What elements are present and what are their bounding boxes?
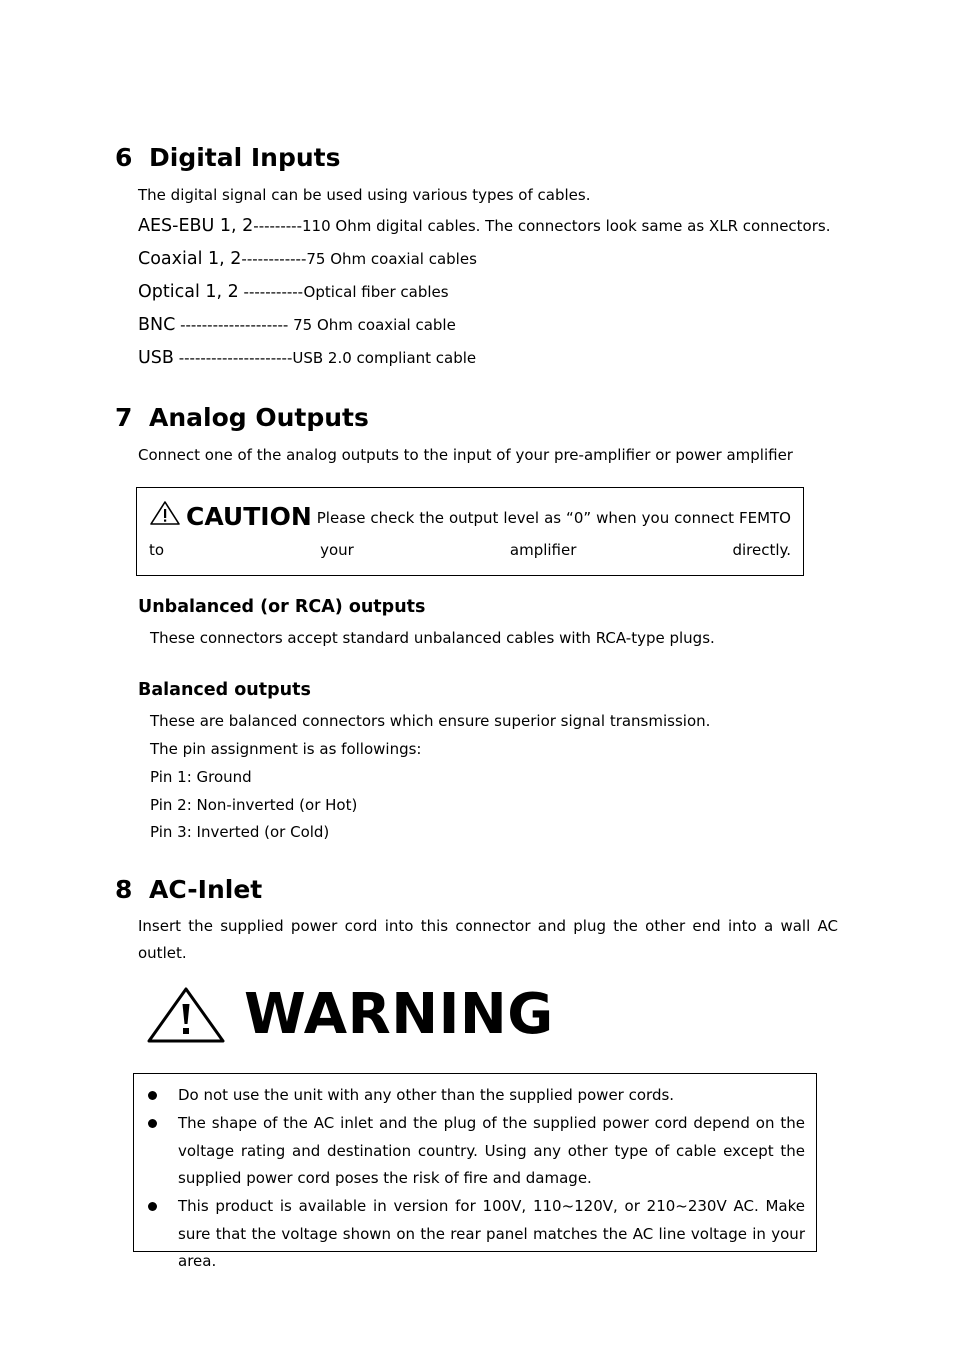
bullet-dot [148, 1202, 157, 1211]
pin-assignment: Pin 1: Ground [150, 768, 252, 786]
cable-dashes: ----------- [238, 283, 304, 301]
cable-row-bnc [138, 315, 456, 335]
caution-box [136, 487, 804, 576]
section-7-heading [115, 403, 369, 432]
warning-label: WARNING [244, 982, 554, 1047]
cable-dashes: --------------------- [173, 349, 293, 367]
pin-assignment: Pin 2: Non-inverted (or Hot) [150, 796, 358, 814]
cable-name: AES-EBU 1, 2 [138, 216, 254, 236]
section-number: 8 [115, 875, 133, 904]
cable-row-aes-ebu [138, 216, 831, 236]
balanced-line: These are balanced connectors which ensure superior signal transmission. [150, 712, 711, 730]
section-number: 7 [115, 403, 133, 432]
warning-triangle-icon [149, 500, 181, 526]
cable-name: BNC [138, 315, 176, 335]
cable-row-coaxial [138, 249, 477, 269]
cable-row-usb [138, 348, 476, 368]
bullet-dot [148, 1119, 157, 1128]
cable-name: Optical 1, 2 [138, 282, 239, 302]
cable-desc: Optical fiber cables [303, 283, 449, 301]
balanced-line: The pin assignment is as followings: [150, 740, 422, 758]
section-6-intro: The digital signal can be used using various types of cables. [138, 186, 591, 204]
cable-dashes: --------- [253, 217, 302, 235]
cable-desc: 110 Ohm digital cables. The connectors look same as XLR connectors. [302, 217, 831, 235]
cable-desc: 75 Ohm coaxial cable [293, 316, 456, 334]
cable-name: USB [138, 348, 174, 368]
warning-item: The shape of the AC inlet and the plug of the supplied power cord depend on the voltage rating and destination country. Using any other type of cable except the supplied power cord poses the risk of fire and damage. [178, 1114, 805, 1188]
cable-name: Coaxial 1, 2 [138, 249, 242, 269]
cable-row-optical [138, 282, 449, 302]
cable-desc: 75 Ohm coaxial cables [306, 250, 477, 268]
cable-desc: USB 2.0 compliant cable [292, 349, 477, 367]
bullet-dot [148, 1091, 157, 1100]
cable-dashes: ------------ [241, 250, 307, 268]
section-title: AC-Inlet [149, 875, 263, 904]
caution-paragraph [149, 500, 791, 566]
balanced-heading: Balanced outputs [138, 680, 311, 700]
section-title: Digital Inputs [149, 143, 341, 172]
unbalanced-text: These connectors accept standard unbalanced cables with RCA-type plugs. [150, 629, 715, 647]
caution-label: CAUTION [186, 502, 312, 531]
cable-dashes: -------------------- [175, 316, 294, 334]
warning-triangle-icon [146, 986, 226, 1044]
section-8-heading [115, 875, 262, 904]
section-number: 6 [115, 143, 133, 172]
warning-item: Do not use the unit with any other than the supplied power cords. [178, 1086, 675, 1104]
section-8-intro: Insert the supplied power cord into this connector and plug the other end into a wall AC outlet. [138, 917, 838, 962]
section-title: Analog Outputs [149, 403, 369, 432]
warning-item: This product is available in version for 100V, 110~120V, or 210~230V AC. Make sure that the voltage shown on the rear panel matches the AC line voltage in your area. [178, 1197, 805, 1271]
unbalanced-heading: Unbalanced (or RCA) outputs [138, 597, 426, 617]
pin-assignment: Pin 3: Inverted (or Cold) [150, 823, 330, 841]
caution-text: Please check the output level as “0” when you connect FEMTO to your amplifier directly. [149, 509, 791, 559]
section-7-intro: Connect one of the analog outputs to the input of your pre-amplifier or power amplifier [138, 446, 793, 464]
warning-box [133, 1073, 817, 1271]
section-6-heading [115, 143, 341, 172]
